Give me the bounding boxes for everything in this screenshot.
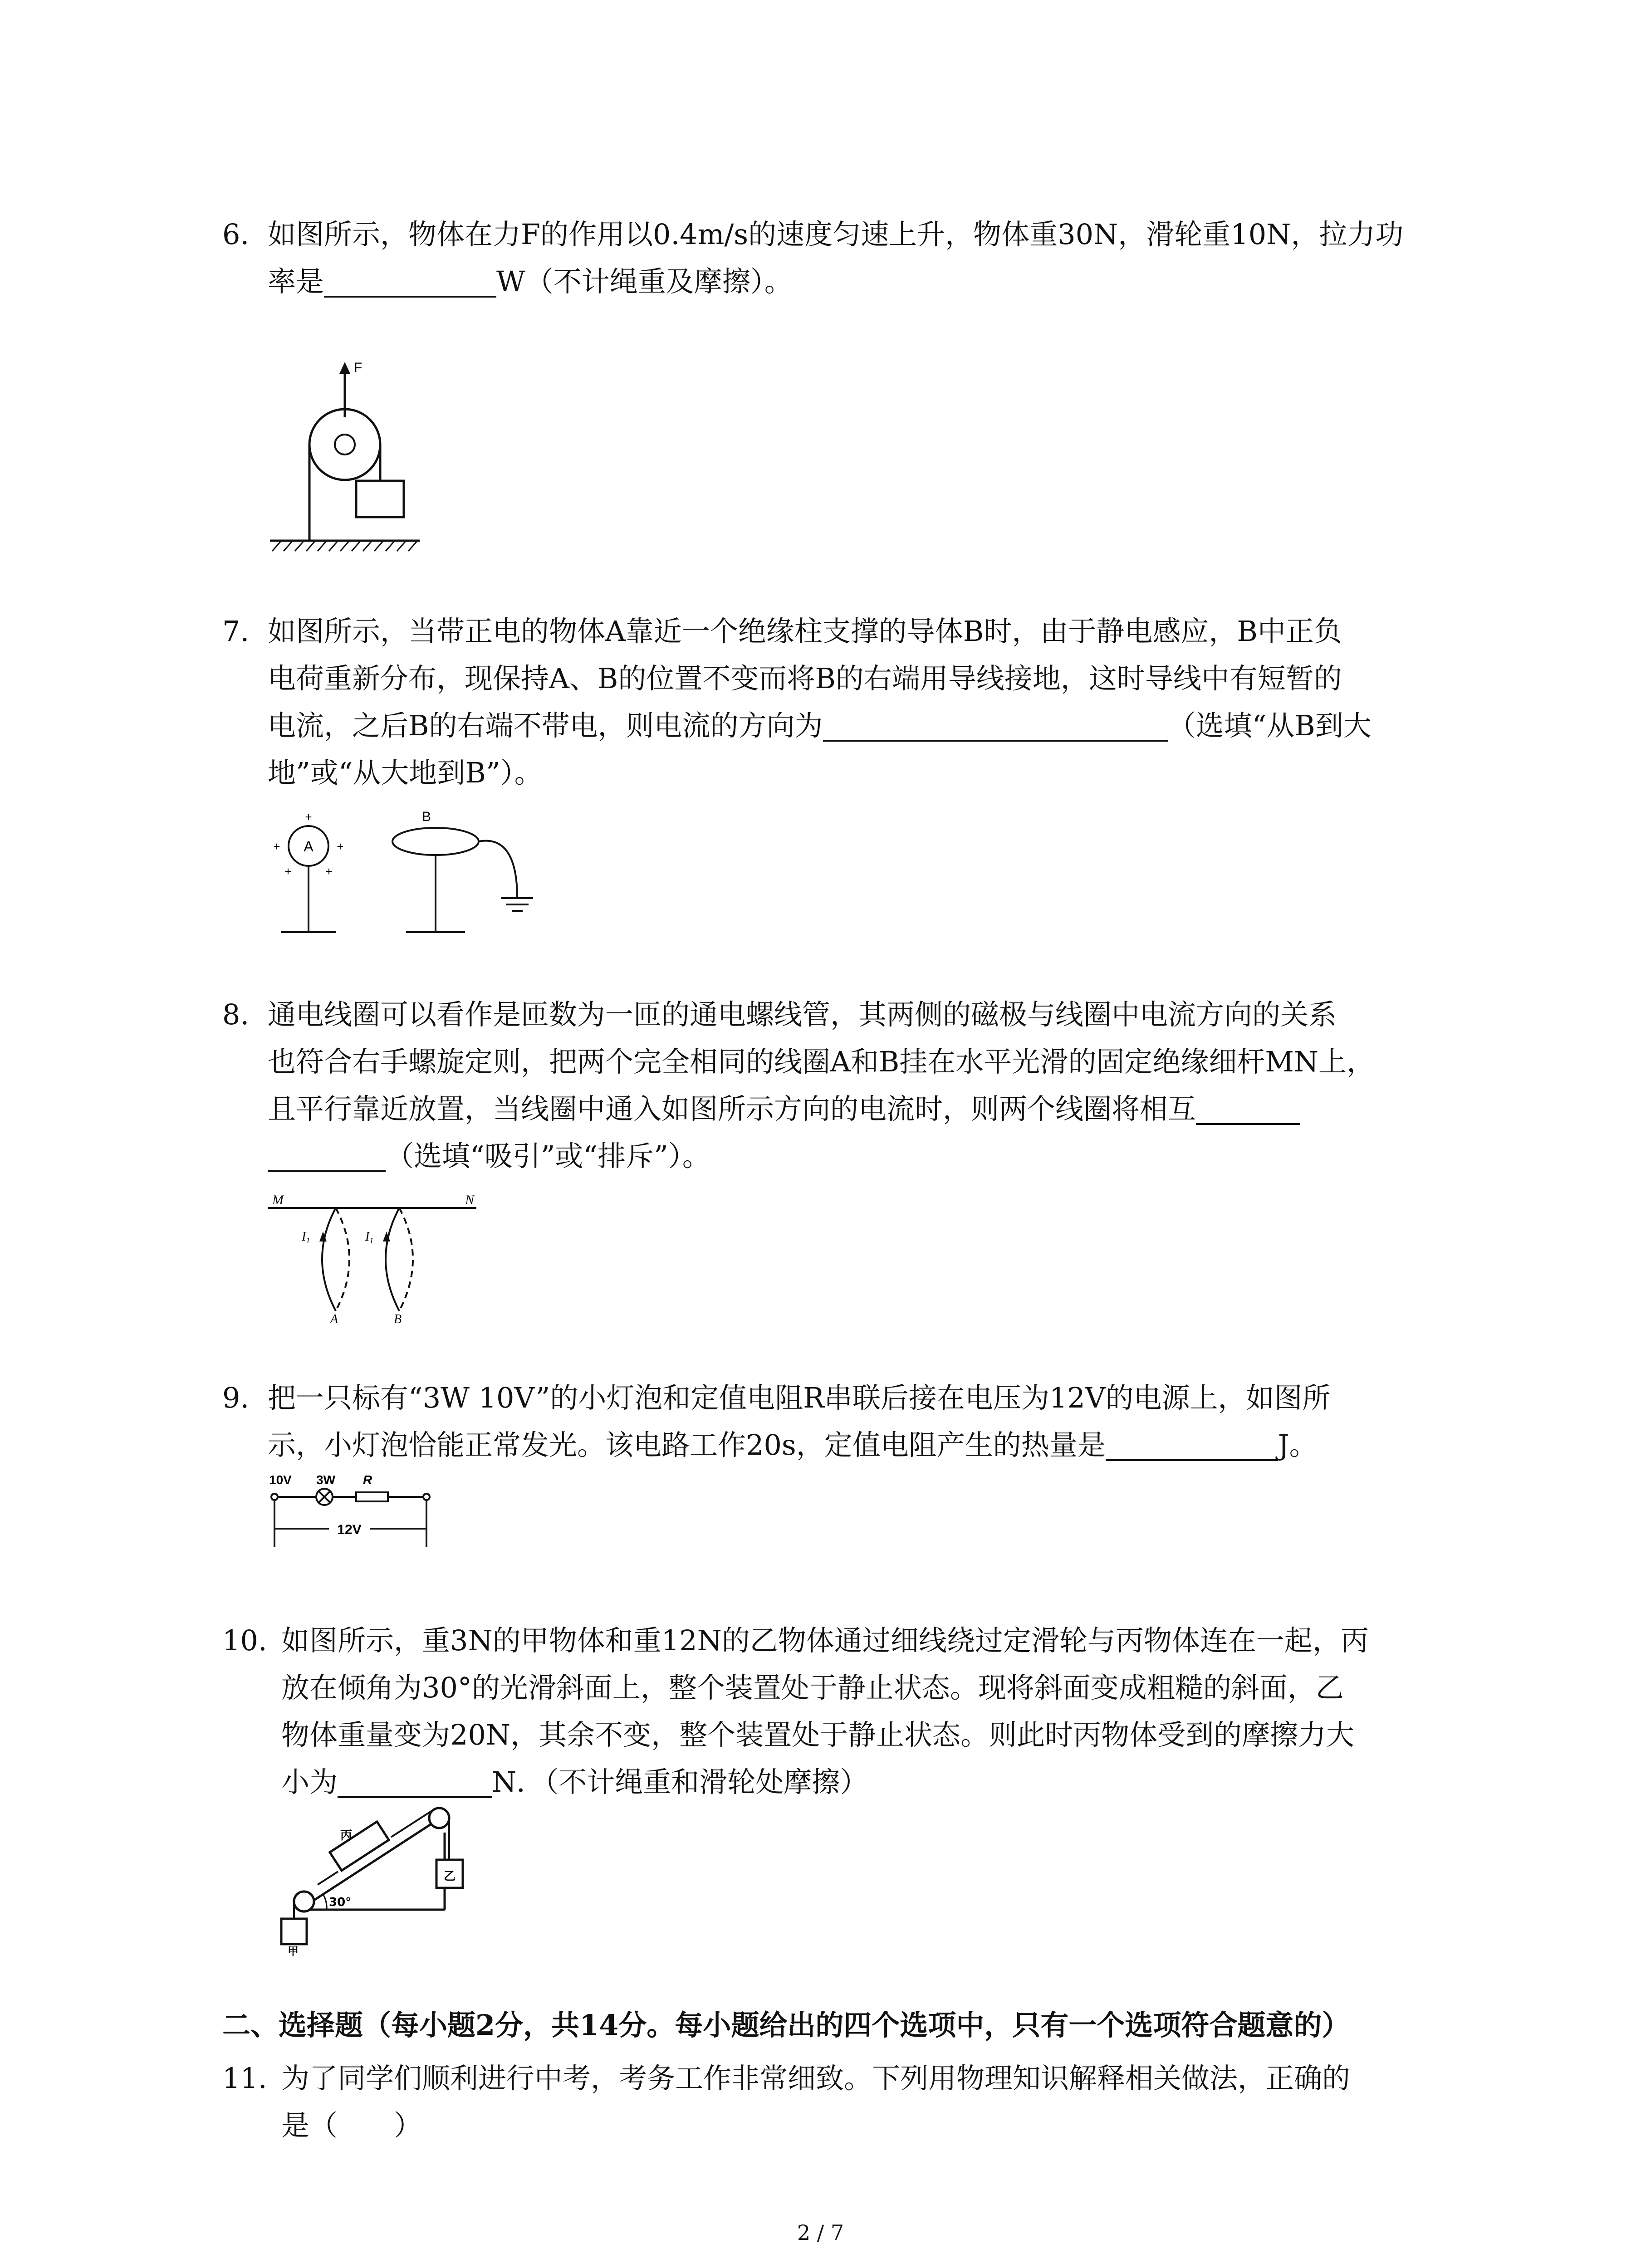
label-yi: 乙: [444, 1870, 456, 1883]
current-label: [301, 1230, 310, 1245]
question-text: 且平行靠近放置，当线圈中通入如图所示方向的电流时，则两个线圈将相互: [268, 1092, 1196, 1125]
source-voltage-label: 12V: [337, 1522, 362, 1537]
terminal-left: [271, 1494, 278, 1500]
question-6: [222, 211, 1456, 305]
question-number: 8.: [222, 998, 250, 1031]
question-text: 为了同学们顺利进行中考，考务工作非常细致。下列用物理知识解释相关做法，正确的: [281, 2062, 1351, 2095]
answer-blank[interactable]: [1106, 1427, 1278, 1461]
plus-sign: +: [337, 840, 344, 853]
question-text-line: [268, 1085, 1300, 1133]
plus-sign: +: [284, 865, 292, 878]
figure-electrostatic: [263, 807, 554, 939]
label-coil-a: A: [330, 1312, 338, 1326]
coil-a-back: [336, 1208, 349, 1311]
incline-diagram: [272, 1787, 481, 1960]
question-number: 11.: [222, 2062, 267, 2095]
terminal-right: [423, 1494, 430, 1500]
question-text: 电流，之后B的右端不带电，则电流的方向为: [268, 709, 823, 742]
figure-pulley: [263, 358, 426, 562]
question-text: 也符合右手螺旋定则，把两个完全相同的线圈A和B挂在水平光滑的固定绝缘细杆MN上，: [268, 1045, 1375, 1078]
resistor-label: R: [363, 1473, 372, 1487]
plus-sign: +: [305, 810, 312, 824]
coil-a-front: [322, 1208, 336, 1311]
plus-sign: +: [325, 865, 333, 878]
question-text: 地”或“从大地到B”）。: [268, 756, 543, 789]
page-number: 2 / 7: [797, 2220, 844, 2245]
arrow-head-icon: [339, 362, 350, 374]
question-text: 放在倾角为30°的光滑斜面上，整个装置处于静止状态。现将斜面变成粗糙的斜面，乙: [281, 1671, 1344, 1704]
label-bing: 丙: [340, 1829, 353, 1843]
label-a: A: [304, 838, 314, 855]
question-text: （选填“吸引”或“排斥”）。: [386, 1139, 710, 1173]
question-text: 示，小灯泡恰能正常发光。该电路工作20s，定值电阻产生的热量是: [268, 1428, 1106, 1461]
question-text: W（不计绳重及摩擦）。: [496, 265, 793, 298]
section-heading: 二、选择题（每小题2分，共14分。每小题给出的四个选项中，只有一个选项符合题意的）: [222, 2009, 1350, 2042]
answer-blank[interactable]: [823, 708, 1168, 742]
label-n: N: [465, 1193, 475, 1207]
electrostatic-diagram: [263, 807, 554, 939]
figure-circuit: [265, 1470, 438, 1549]
figure-incline: [272, 1787, 481, 1960]
conductor-b: [392, 828, 479, 855]
question-number: 9.: [222, 1381, 250, 1414]
question-text: 物体重量变为20N，其余不变，整个装置处于静止状态。则此时丙物体受到的摩擦力大: [281, 1718, 1355, 1751]
question-text: 率是: [268, 265, 324, 298]
force-label: F: [354, 360, 362, 375]
question-text-line: [268, 702, 1372, 749]
answer-blank[interactable]: [1196, 1091, 1300, 1125]
question-text: 电荷重新分布，现保持A、B的位置不变而将B的右端用导线接地，这时导线中有短暂的: [268, 662, 1342, 695]
coils-diagram: [263, 1191, 490, 1327]
answer-blank-continued[interactable]: [268, 1139, 386, 1172]
current-subscript: 1: [306, 1236, 310, 1245]
block-jia: [281, 1919, 307, 1944]
question-number: 6.: [222, 218, 250, 251]
question-11: [222, 2055, 1456, 2149]
question-text: 如图所示，重3N的甲物体和重12N的乙物体通过细线绕过定滑轮与丙物体连在一起，丙: [281, 1624, 1369, 1657]
answer-blank[interactable]: [324, 264, 496, 298]
figure-coils: [263, 1191, 490, 1327]
question-text: 如图所示，物体在力F的作用以0.4m/s的速度匀速上升，物体重30N，滑轮重10N，拉力功: [268, 218, 1404, 251]
string: [391, 1811, 432, 1837]
plus-sign: +: [273, 840, 280, 853]
pulley-left: [294, 1892, 314, 1911]
question-number: 10.: [222, 1624, 267, 1657]
label-m: M: [272, 1193, 284, 1207]
pulley-diagram: [263, 358, 426, 562]
pulley-axle: [335, 435, 355, 455]
question-text: 是（ ）: [281, 2109, 422, 2142]
current-label: [365, 1230, 373, 1245]
question-text: 通电线圈可以看作是匝数为一匝的通电螺线管，其两侧的磁极与线圈中电流方向的关系: [268, 998, 1337, 1031]
pulley-right: [429, 1808, 449, 1828]
question-text: 小为: [281, 1765, 338, 1799]
question-text-line: [268, 258, 793, 305]
resistor: [356, 1492, 388, 1501]
question-number: 7.: [222, 615, 250, 648]
coil-b-front: [386, 1208, 399, 1311]
question-text: （选填“从B到大: [1167, 709, 1372, 742]
question-text: N．（不计绳重和滑轮处摩擦）: [492, 1765, 868, 1799]
coil-b-back: [399, 1208, 413, 1311]
question-7: [222, 608, 1456, 797]
question-10: [222, 1617, 1456, 1806]
question-9: [222, 1374, 1456, 1469]
label-jia: 甲: [288, 1945, 299, 1958]
ground-hatch: [272, 541, 417, 551]
ground-wire: [479, 841, 517, 898]
angle-label: 30°: [329, 1896, 352, 1909]
question-text-line: [268, 1422, 1318, 1469]
current-symbol: I: [302, 1230, 306, 1244]
question-text: 如图所示，当带正电的物体A靠近一个绝缘柱支撑的导体B时，由于静电感应，B中正负: [268, 615, 1342, 648]
label-b: B: [422, 809, 431, 824]
string: [318, 1872, 338, 1885]
current-symbol: I: [365, 1230, 370, 1244]
pulley-wheel: [309, 409, 380, 480]
hanging-weight: [356, 481, 404, 517]
question-text: 把一只标有“3W 10V”的小灯泡和定值电阻R串联后接在电压为12V的电源上，如图所: [268, 1381, 1331, 1414]
label-coil-b: B: [394, 1312, 402, 1326]
lamp-power-label: 3W: [316, 1473, 335, 1487]
lamp-voltage-label: 10V: [269, 1473, 292, 1487]
block-bing: [330, 1822, 389, 1871]
question-8: [222, 991, 1456, 1180]
question-text: J。: [1278, 1428, 1318, 1461]
current-subscript: 1: [369, 1236, 374, 1245]
angle-arc: [323, 1894, 327, 1910]
circuit-diagram: [265, 1470, 438, 1549]
question-text-line: [268, 1133, 710, 1180]
